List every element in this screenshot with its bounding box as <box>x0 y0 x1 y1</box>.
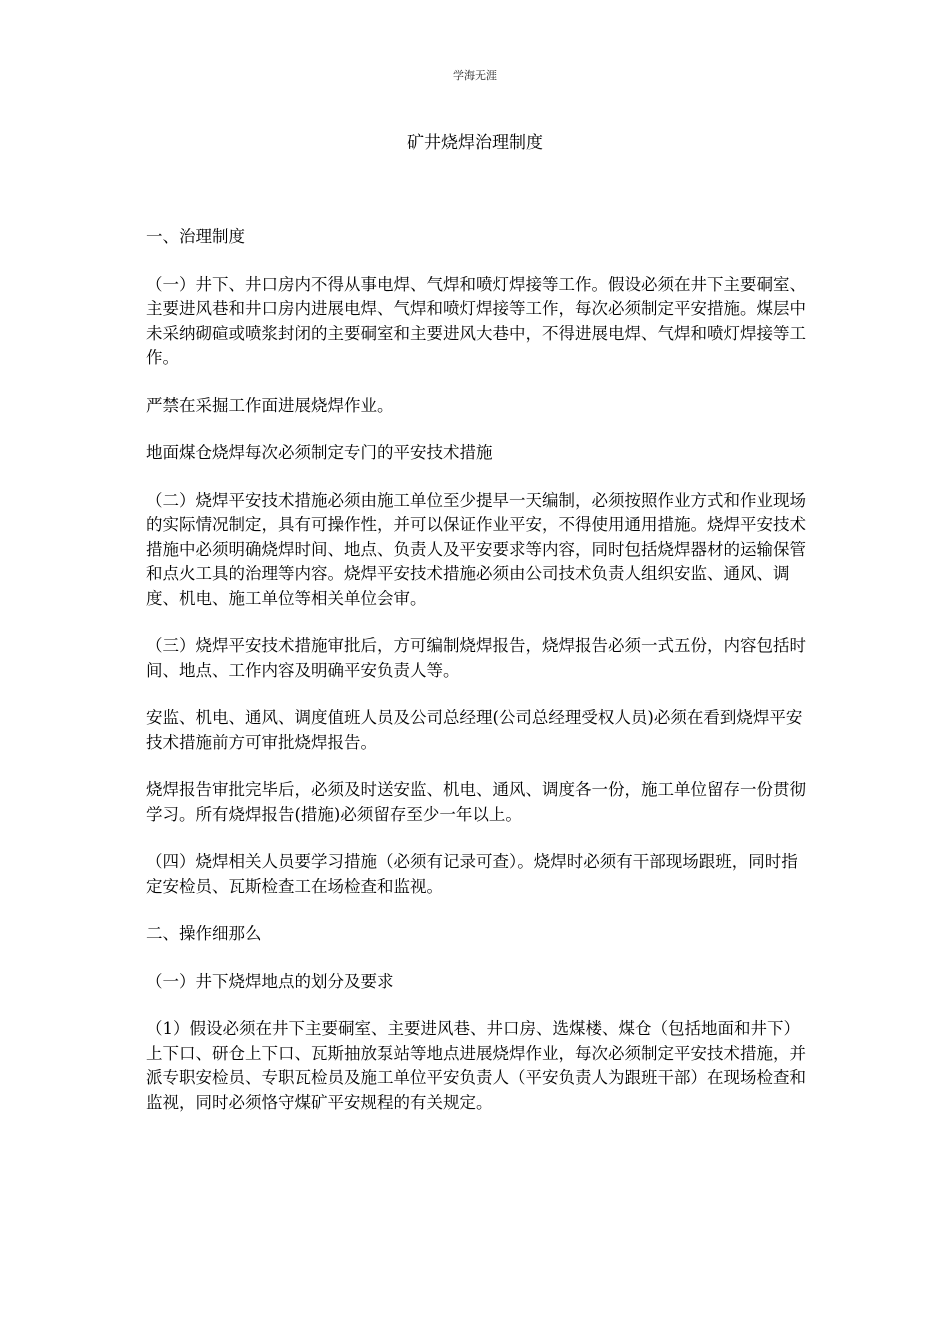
paragraph: （四）烧焊相关人员要学习措施（必须有记录可查）。烧焊时必须有干部现场跟班，同时指定安检员、瓦斯检查工在场检查和监视。 <box>146 852 798 896</box>
paragraph: 严禁在采掘工作面进展烧焊作业。 <box>146 395 394 415</box>
section-heading: 一、治理制度 <box>146 227 245 246</box>
document-body <box>146 225 806 1138</box>
section-heading: 二、操作细那么 <box>146 924 262 943</box>
paragraph: （1）假设必须在井下主要硐室、主要进风巷、井口房、选煤楼、煤仓（包括地面和井下）上下口、研仓上下口、瓦斯抽放泵站等地点进展烧焊作业，每次必须制定平安技术措施，并派专职安检员、专职瓦检员及施工单位平安负责人（平安负责人为跟班干部）在现场检查和监视，同时必须恪守煤矿平安规程的有关规定。 <box>146 1019 806 1112</box>
page-header: 学海无涯 <box>453 69 497 82</box>
document-title: 矿井烧焊治理制度 <box>407 133 543 153</box>
paragraph: （二）烧焊平安技术措施必须由施工单位至少提早一天编制，必须按照作业方式和作业现场的实际情况制定，具有可操作性，并可以保证作业平安，不得使用通用措施。烧焊平安技术措施中必须明确烧焊时间、地点、负责人及平安要求等内容，同时包括烧焊器材的运输保管和点火工具的治理等内容。烧焊平安技术措施必须由公司技术负责人组织安监、通风、调度、机电、施工单位等相关单位会审。 <box>146 490 806 608</box>
paragraph: 安监、机电、通风、调度值班人员及公司总经理(公司总经理受权人员)必须在看到烧焊平安技术措施前方可审批烧焊报告。 <box>146 708 803 752</box>
paragraph: 地面煤仓烧焊每次必须制定专门的平安技术措施 <box>146 443 493 462</box>
paragraph: 烧焊报告审批完毕后，必须及时送安监、机电、通风、调度各一份，施工单位留存一份贯彻学习。所有烧焊报告(措施)必须留存至少一年以上。 <box>146 780 806 824</box>
paragraph: （一）井下、井口房内不得从事电焊、气焊和喷灯焊接等工作。假设必须在井下主要硐室、主要进风巷和井口房内进展电焊、气焊和喷灯焊接等工作，每次必须制定平安措施。煤层中未采纳砌碹或喷浆封闭的主要硐室和主要进风大巷中，不得进展电焊、气焊和喷灯焊接等工作。 <box>146 274 806 367</box>
subsection-heading: （一）井下烧焊地点的划分及要求 <box>146 971 394 991</box>
paragraph: （三）烧焊平安技术措施审批后，方可编制烧焊报告，烧焊报告必须一式五份，内容包括时间、地点、工作内容及明确平安负责人等。 <box>146 636 806 680</box>
